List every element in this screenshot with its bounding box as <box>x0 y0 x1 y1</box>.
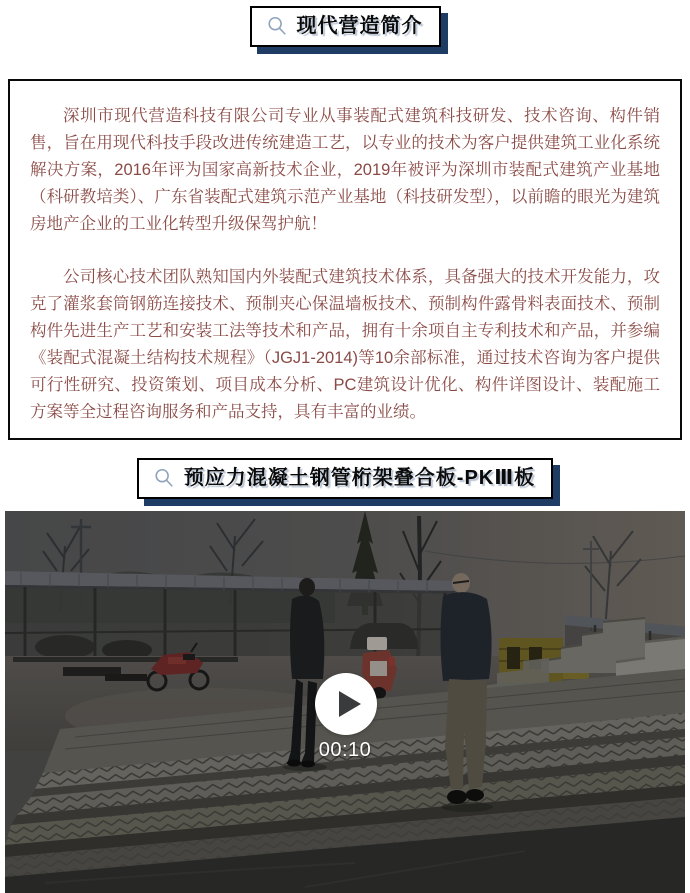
company-intro-box <box>8 79 682 440</box>
section1-title: 现代营造简介 <box>296 15 423 37</box>
video-timestamp: 00:10 <box>318 739 372 761</box>
intro-paragraph-1: 深圳市现代营造科技有限公司专业从事装配式建筑科技研发、技术咨询、构件销售，旨在用现代科技手段改进传统建造工艺，以专业的技术为客户提供建筑工业化系统解决方案，2016年评为国家高新技术企业，2019年被评为深圳市装配式建筑产业基地（科研教培类）、广东省装配式建筑示范产业基地（科技研发型），以前瞻的眼光为建筑房地产企业的工业化转型升级保驾护航！ <box>30 107 660 233</box>
video-player[interactable] <box>5 511 685 893</box>
intro-paragraph-2: 公司核心技术团队熟知国内外装配式建筑技术体系，具备强大的技术开发能力，攻克了灌浆套筒钢筋连接技术、预制夹心保温墙板技术、预制构件露骨料表面技术、预制构件先进生产工艺和安装工法等技术和产品，拥有十余项自主专利技术和产品，并参编《装配式混凝土结构技术规程》（JGJ1-2014)等10余部标准，通过技术咨询为客户提供可行性研究、投资策划、项目成本分析、PC建筑设计优化、构件详图设计、装配施工方案等全过程咨询服务和产品支持，具有丰富的业绩。 <box>30 268 660 421</box>
section1-title-badge <box>250 6 441 47</box>
section2-header-row <box>0 458 690 499</box>
section1-header-row <box>0 6 690 47</box>
search-icon <box>266 15 288 37</box>
play-button[interactable] <box>315 673 377 735</box>
search-icon <box>153 467 175 489</box>
section2-title-badge <box>137 458 553 499</box>
play-icon <box>339 691 361 717</box>
section2-title: 预应力混凝土钢管桁架叠合板-PKⅢ板 <box>183 467 536 489</box>
